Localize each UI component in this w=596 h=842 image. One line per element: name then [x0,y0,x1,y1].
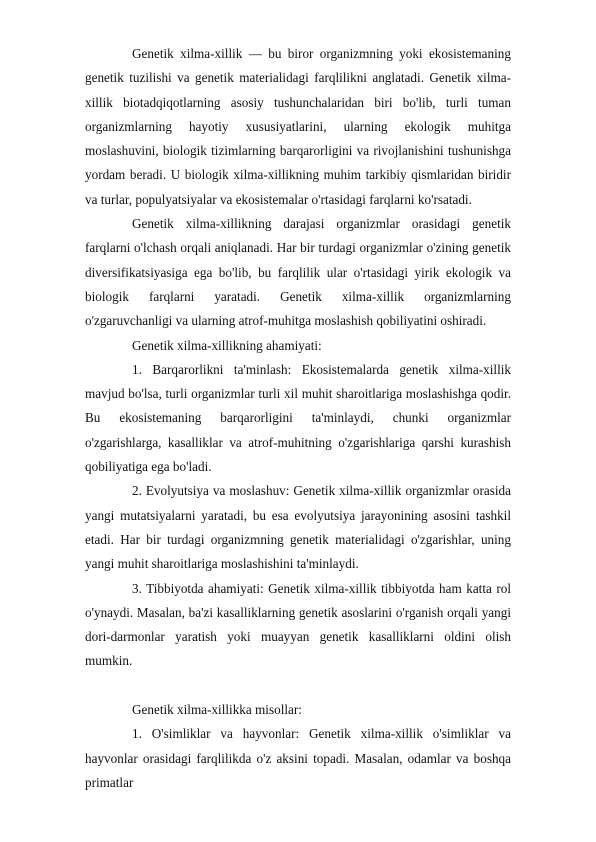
paragraph-importance-heading: Genetik xilma-xillikning ahamiyati: [132,337,322,353]
document-page [85,42,511,795]
paragraph-examples-heading: Genetik xilma-xillikka misollar: [132,702,302,718]
paragraph-stability: 1. Barqarorlikni ta'minlash: Ekosistemalarda genetik xilma-xillik mavjud bo'lsa, turli organizmlar turli xil muhit sharoitlariga moslashishga qodir. Bu ekosistemaning barqarorligini ta'minlaydi, chunki organizmlar o'zgarishlarga, kasalliklar va atrof-muhitning o'zgarishlariga qarshi kurashish qobiliyatiga ega bo'ladi. [85,361,511,475]
blank-line [85,674,511,698]
paragraph-degree: Genetik xilma-xillikning darajasi organizmlar orasidagi genetik farqlarni o'lchash orqali aniqlanadi. Har bir turdagi organizmlar o'zining genetik diversifikatsiyasiga ega bo'lib, bu farqlilik ular o'rtasidagi yirik ekologik va biologik farqlarni yaratadi. Genetik xilma-xillik organizmlarning o'zgaruvchanligi va ularning atrof-muhitga moslashish qobiliyatini oshiradi. [85,216,511,329]
paragraph-medicine: 3. Tibbiyotda ahamiyati: Genetik xilma-xillik tibbiyotda ham katta rol o'ynaydi. Masalan, ba'zi kasalliklarning genetik asoslarini o'rganish orqali yangi dori-darmonlar yaratish yoki muayyan genetik kasalliklarni oldini olish mumkin. [85,580,511,669]
paragraph-definition: Genetik xilma-xillik — bu biror organizmning yoki ekosistemaning genetik tuzilishi va genetik materialidagi farqlilikni anglatadi. Genetik xilma-xillik biotadqiqotlarning asosiy tushunchalaridan biri bo'lib, turli tuman organizmlarning hayotiy xususiyatlarini, ularning ekologik muhitga moslashuvini, biologik tizimlarning barqarorligini va rivojlanishini tushunishga yordam beradi. U biologik xilma-xillikning muhim tarkibiy qismlaridan biridir va turlar, populyatsiyalar va ekosistemalar o'rtasidagi farqlarni ko'rsatadi. [85,46,511,207]
paragraph-evolution: 2. Evolyutsiya va moslashuv: Genetik xilma-xillik organizmlar orasida yangi mutatsiyalarni yaratadi, bu esa evolyutsiya jarayonining asosini tashkil etadi. Har bir turdagi organizmning genetik materialidagi o'zgarishlar, uning yangi muhit sharoitlariga moslashishini ta'minlaydi. [85,483,511,572]
paragraph-plants-animals: 1. O'simliklar va hayvonlar: Genetik xilma-xillik o'simliklar va hayvonlar orasidagi farqlilikda o'z aksini topadi. Masalan, odamlar va boshqa primatlar [85,726,511,790]
